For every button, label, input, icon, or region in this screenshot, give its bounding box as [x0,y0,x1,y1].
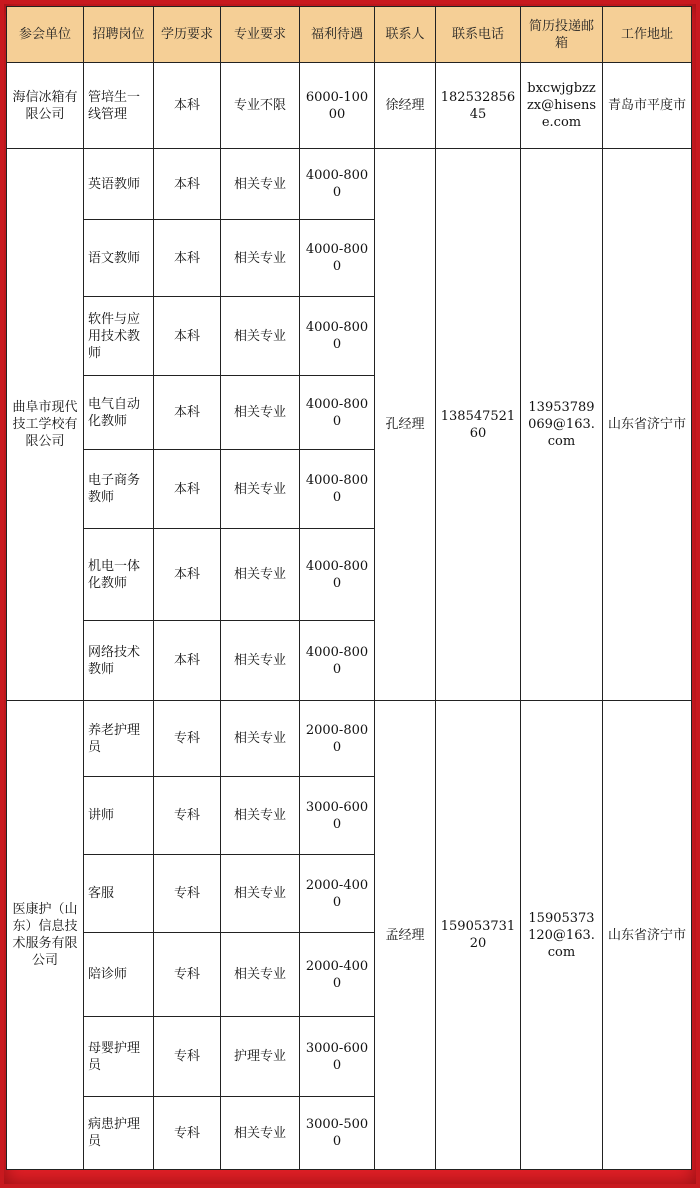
job-title: 网络技术教师 [84,621,154,701]
job-salary: 3000-6000 [300,777,375,855]
header-company: 参会单位 [7,7,84,63]
job-major: 相关专业 [221,149,300,220]
job-salary: 6000-10000 [300,63,375,149]
contact-phone: 18253285645 [436,63,521,149]
header-phone: 联系电话 [436,7,521,63]
header-contact: 联系人 [375,7,436,63]
job-salary: 4000-8000 [300,529,375,621]
work-address: 山东省济宁市 [603,149,692,701]
job-salary: 4000-8000 [300,450,375,529]
job-education: 本科 [154,450,221,529]
job-education: 专科 [154,1017,221,1097]
job-education: 本科 [154,220,221,297]
company-name: 曲阜市现代技工学校有限公司 [7,149,84,701]
job-major: 相关专业 [221,220,300,297]
job-major: 相关专业 [221,297,300,376]
job-major: 相关专业 [221,777,300,855]
contact-phone: 15905373120 [436,701,521,1170]
job-major: 相关专业 [221,701,300,777]
job-title: 软件与应用技术教师 [84,297,154,376]
job-education: 本科 [154,376,221,450]
job-major: 护理专业 [221,1017,300,1097]
job-education: 本科 [154,149,221,220]
job-major: 相关专业 [221,1097,300,1170]
header-major: 专业要求 [221,7,300,63]
job-major: 专业不限 [221,63,300,149]
job-education: 专科 [154,701,221,777]
job-education: 专科 [154,855,221,933]
contact-email: 13953789069@163.com [521,149,603,701]
header-email: 简历投递邮箱 [521,7,603,63]
contact-phone: 13854752160 [436,149,521,701]
job-major: 相关专业 [221,376,300,450]
header-position: 招聘岗位 [84,7,154,63]
job-title: 母婴护理员 [84,1017,154,1097]
table-row [7,63,692,149]
job-title: 客服 [84,855,154,933]
job-title: 语文教师 [84,220,154,297]
job-title: 病患护理员 [84,1097,154,1170]
job-salary: 4000-8000 [300,297,375,376]
table-row [7,701,692,777]
job-title: 陪诊师 [84,933,154,1017]
header-row [7,7,692,63]
contact-person: 徐经理 [375,63,436,149]
job-title: 管培生一线管理 [84,63,154,149]
job-salary: 4000-8000 [300,621,375,701]
company-name: 医康护（山东）信息技术服务有限公司 [7,701,84,1170]
job-major: 相关专业 [221,933,300,1017]
table-row [7,149,692,220]
header-address: 工作地址 [603,7,692,63]
job-education: 本科 [154,297,221,376]
job-salary: 3000-6000 [300,1017,375,1097]
job-title: 电气自动化教师 [84,376,154,450]
job-title: 英语教师 [84,149,154,220]
job-title: 电子商务教师 [84,450,154,529]
job-education: 专科 [154,1097,221,1170]
job-salary: 2000-4000 [300,933,375,1017]
job-salary: 2000-8000 [300,701,375,777]
job-major: 相关专业 [221,621,300,701]
job-major: 相关专业 [221,855,300,933]
contact-email: 15905373120@163.com [521,701,603,1170]
job-major: 相关专业 [221,529,300,621]
contact-person: 孟经理 [375,701,436,1170]
job-title: 养老护理员 [84,701,154,777]
work-address: 青岛市平度市 [603,63,692,149]
header-salary: 福利待遇 [300,7,375,63]
job-education: 专科 [154,777,221,855]
job-title: 机电一体化教师 [84,529,154,621]
header-education: 学历要求 [154,7,221,63]
job-major: 相关专业 [221,450,300,529]
job-education: 本科 [154,529,221,621]
contact-email: bxcwjgbzzzx@hisense.com [521,63,603,149]
job-salary: 4000-8000 [300,220,375,297]
job-salary: 2000-4000 [300,855,375,933]
contact-person: 孔经理 [375,149,436,701]
job-salary: 4000-8000 [300,149,375,220]
company-name: 海信冰箱有限公司 [7,63,84,149]
job-education: 本科 [154,63,221,149]
job-salary: 3000-5000 [300,1097,375,1170]
job-title: 讲师 [84,777,154,855]
job-education: 本科 [154,621,221,701]
recruitment-table [6,6,692,1170]
job-salary: 4000-8000 [300,376,375,450]
work-address: 山东省济宁市 [603,701,692,1170]
job-education: 专科 [154,933,221,1017]
